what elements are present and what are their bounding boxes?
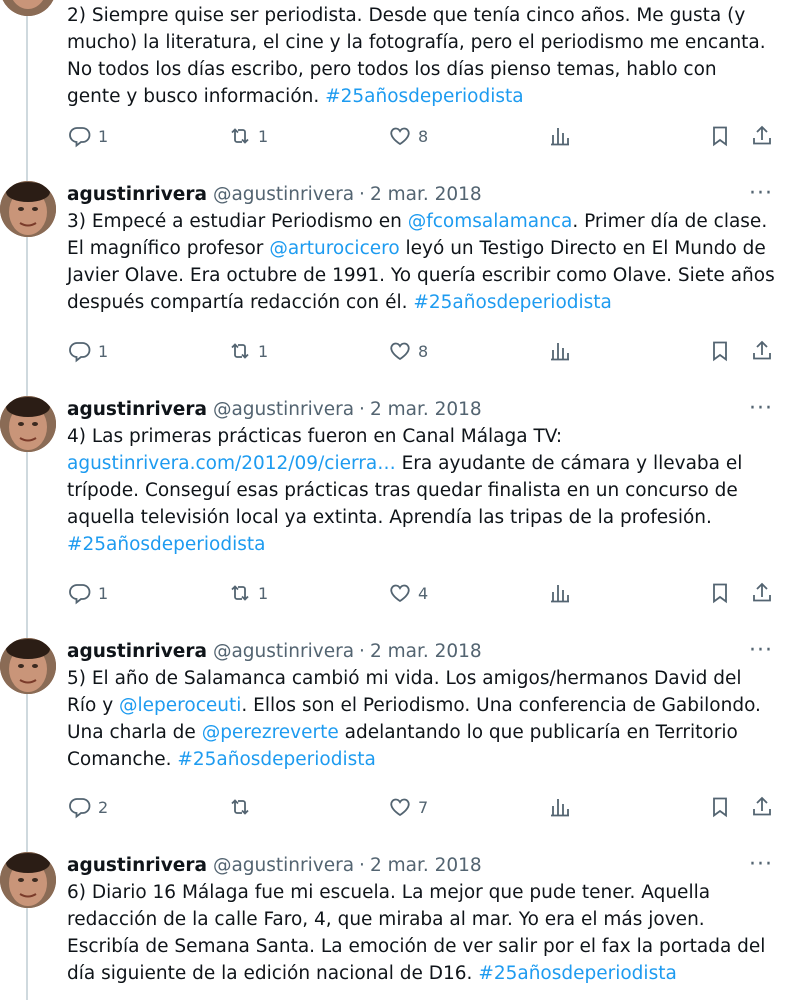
author-name[interactable]: agustinrivera	[67, 640, 207, 662]
retweet-button[interactable]	[228, 578, 268, 608]
tweet-text-segment: leyó un Testigo Directo en El Mundo de	[399, 238, 766, 259]
bookmark-button[interactable]	[708, 336, 732, 366]
share-button[interactable]	[750, 578, 774, 608]
more-options-icon[interactable]: ···	[749, 638, 773, 663]
url-link[interactable]: agustinrivera.com/2012/09/cierra…	[67, 453, 396, 474]
hashtag-link[interactable]: #25añosdeperiodista	[177, 749, 376, 770]
tweet-text-segment: Javier Olave. Era octubre de 1991. Yo quería escribir como Olave. Siete años	[67, 265, 775, 286]
tweet-date[interactable]: 2 mar. 2018	[369, 398, 482, 420]
like-count: 8	[418, 341, 429, 361]
tweet-text-segment: Era ayudante de cámara y llevaba el	[395, 453, 743, 474]
views-button[interactable]	[548, 336, 572, 366]
analytics-icon	[548, 339, 572, 363]
bookmark-icon	[708, 124, 732, 148]
tweet-header	[67, 850, 482, 880]
tweet-text-line	[67, 423, 777, 450]
tweet-text-line	[67, 746, 777, 773]
mention-link[interactable]: @perezreverte	[201, 722, 339, 743]
reply-button[interactable]	[68, 792, 108, 822]
like-button[interactable]	[388, 121, 428, 151]
hashtag-link[interactable]: #25añosdeperiodista	[67, 534, 266, 555]
bookmark-icon	[708, 795, 732, 819]
reply-icon	[68, 795, 92, 819]
tweet-actions	[0, 578, 806, 608]
share-button[interactable]	[750, 121, 774, 151]
tweet-text-segment: . Ellos son el Periodismo. Una conferencia de Gabilondo.	[241, 695, 761, 716]
reply-icon	[68, 339, 92, 363]
bookmark-button[interactable]	[708, 578, 732, 608]
tweet-text-line	[67, 719, 777, 746]
tweet-text-segment: día siguiente de la edición nacional de D16.	[67, 963, 479, 984]
author-name[interactable]: agustinrivera	[67, 398, 207, 420]
tweet-text	[67, 665, 777, 773]
like-button[interactable]	[388, 792, 428, 822]
tweet-text-segment: aquella televisión local ya extinta. Aprendía las tripas de la profesión.	[67, 507, 712, 528]
tweet-text-line	[67, 692, 777, 719]
share-icon	[750, 339, 774, 363]
share-button[interactable]	[750, 792, 774, 822]
tweet-text-segment: 2) Siempre quise ser periodista. Desde que tenía cinco años. Me gusta (y	[67, 5, 746, 26]
tweet-text-line	[67, 2, 777, 29]
heart-icon	[388, 339, 412, 363]
tweet-text-line	[67, 960, 777, 987]
retweet-icon	[228, 581, 252, 605]
retweet-button[interactable]	[228, 792, 258, 822]
reply-count: 1	[98, 126, 109, 146]
tweet-date[interactable]: 2 mar. 2018	[369, 854, 482, 876]
views-button[interactable]	[548, 792, 572, 822]
retweet-count: 1	[258, 341, 269, 361]
separator-dot: ·	[359, 640, 365, 662]
hashtag-link[interactable]: #25añosdeperiodista	[478, 963, 677, 984]
like-count: 8	[418, 126, 429, 146]
share-button[interactable]	[750, 336, 774, 366]
author-handle[interactable]: @agustinrivera	[212, 640, 355, 662]
hashtag-link[interactable]: #25añosdeperiodista	[325, 86, 524, 107]
tweet-text-line	[67, 289, 777, 316]
mention-link[interactable]: @arturocicero	[269, 238, 400, 259]
tweet-text-line	[67, 531, 777, 558]
share-icon	[750, 795, 774, 819]
avatar[interactable]	[0, 852, 56, 908]
tweet-text-segment: adelantando lo que publicaría en Territorio	[338, 722, 738, 743]
avatar[interactable]	[0, 638, 56, 694]
tweet-text-line	[67, 906, 777, 933]
heart-icon	[388, 581, 412, 605]
tweet-text-line	[67, 504, 777, 531]
like-count: 4	[418, 583, 429, 603]
retweet-icon	[228, 124, 252, 148]
retweet-count: 1	[258, 126, 269, 146]
tweet-text-line	[67, 665, 777, 692]
retweet-icon	[228, 339, 252, 363]
tweet-actions	[0, 792, 806, 822]
bookmark-button[interactable]	[708, 792, 732, 822]
separator-dot: ·	[359, 398, 365, 420]
tweet-header	[67, 636, 482, 666]
analytics-icon	[548, 795, 572, 819]
analytics-icon	[548, 581, 572, 605]
tweet-date[interactable]: 2 mar. 2018	[369, 183, 482, 205]
reply-count: 1	[98, 583, 109, 603]
more-options-icon[interactable]: ···	[749, 852, 773, 877]
tweet-text-segment: 5) El año de Salamanca cambió mi vida. Los amigos/hermanos David del	[67, 668, 742, 689]
bookmark-icon	[708, 581, 732, 605]
author-handle[interactable]: @agustinrivera	[212, 398, 355, 420]
tweet-text-segment: Escribía de Semana Santa. La emoción de ver salir por el fax la portada del	[67, 936, 766, 957]
tweet-text-segment: mucho) la literatura, el cine y la fotografía, pero el periodismo me encanta.	[67, 32, 766, 53]
author-name[interactable]: agustinrivera	[67, 854, 207, 876]
tweet-text-segment: 6) Diario 16 Málaga fue mi escuela. La mejor que pude tener. Aquella	[67, 882, 711, 903]
separator-dot: ·	[359, 183, 365, 205]
tweet-actions	[0, 336, 806, 366]
like-button[interactable]	[388, 336, 428, 366]
tweet-text	[67, 2, 777, 110]
more-options-icon[interactable]: ···	[749, 396, 773, 421]
tweet-text-segment: gente y busco información.	[67, 86, 326, 107]
reply-icon	[68, 124, 92, 148]
tweet-text-segment: 4) Las primeras prácticas fueron en Canal Málaga TV:	[67, 426, 563, 447]
reply-button[interactable]	[68, 336, 108, 366]
tweet-text-line	[67, 208, 777, 235]
tweet-text-segment: 3) Empecé a estudiar Periodismo en	[67, 211, 408, 232]
tweet-text	[67, 208, 777, 316]
tweet-text-segment: trípode. Conseguí esas prácticas tras quedar finalista en un concurso de	[67, 480, 738, 501]
share-icon	[750, 581, 774, 605]
tweet-header	[67, 394, 482, 424]
bookmark-button[interactable]	[708, 121, 732, 151]
tweet-text-line	[67, 477, 777, 504]
tweet-actions	[0, 121, 806, 151]
heart-icon	[388, 124, 412, 148]
author-handle[interactable]: @agustinrivera	[212, 183, 355, 205]
reply-count: 2	[98, 797, 109, 817]
tweet-text-line	[67, 933, 777, 960]
views-button[interactable]	[548, 121, 572, 151]
tweet-text-segment: Comanche.	[67, 749, 178, 770]
tweet-text-line	[67, 56, 777, 83]
retweet-button[interactable]	[228, 336, 268, 366]
mention-link[interactable]: @fcomsalamanca	[407, 211, 573, 232]
mention-link[interactable]: @leperoceuti	[119, 695, 242, 716]
tweet-text-line	[67, 83, 777, 110]
retweet-icon	[228, 795, 252, 819]
tweet-text-segment: redacción de la calle Faro, 4, que miraba al mar. Yo era el más joven.	[67, 909, 705, 930]
author-name[interactable]: agustinrivera	[67, 183, 207, 205]
tweet-text-line	[67, 450, 777, 477]
tweet-text	[67, 879, 777, 987]
tweet-text-segment: No todos los días escribo, pero todos los días pienso temas, hablo con	[67, 59, 717, 80]
reply-icon	[68, 581, 92, 605]
author-handle[interactable]: @agustinrivera	[212, 854, 355, 876]
reply-button[interactable]	[68, 121, 108, 151]
retweet-count: 1	[258, 583, 269, 603]
share-icon	[750, 124, 774, 148]
tweet-text-line	[67, 879, 777, 906]
tweet-text-segment: Una charla de	[67, 722, 202, 743]
more-options-icon[interactable]: ···	[749, 181, 773, 206]
tweet-text-line	[67, 262, 777, 289]
tweet-text-segment: después compartía redacción con él.	[67, 292, 414, 313]
views-button[interactable]	[548, 578, 572, 608]
tweet-text	[67, 423, 777, 558]
hashtag-link[interactable]: #25añosdeperiodista	[413, 292, 612, 313]
tweet-date[interactable]: 2 mar. 2018	[369, 640, 482, 662]
analytics-icon	[548, 124, 572, 148]
separator-dot: ·	[359, 854, 365, 876]
like-button[interactable]	[388, 578, 428, 608]
tweet-text-segment: Río y	[67, 695, 120, 716]
tweet-text-line	[67, 235, 777, 262]
reply-button[interactable]	[68, 578, 108, 608]
avatar[interactable]	[0, 396, 56, 452]
tweet-text-segment: El magnífico profesor	[67, 238, 270, 259]
avatar[interactable]	[0, 0, 56, 16]
tweet-header	[67, 179, 482, 209]
avatar[interactable]	[0, 181, 56, 237]
heart-icon	[388, 795, 412, 819]
like-count: 7	[418, 797, 429, 817]
reply-count: 1	[98, 341, 109, 361]
retweet-button[interactable]	[228, 121, 268, 151]
tweet-text-line	[67, 29, 777, 56]
bookmark-icon	[708, 339, 732, 363]
tweet-text-segment: . Primer día de clase.	[572, 211, 768, 232]
